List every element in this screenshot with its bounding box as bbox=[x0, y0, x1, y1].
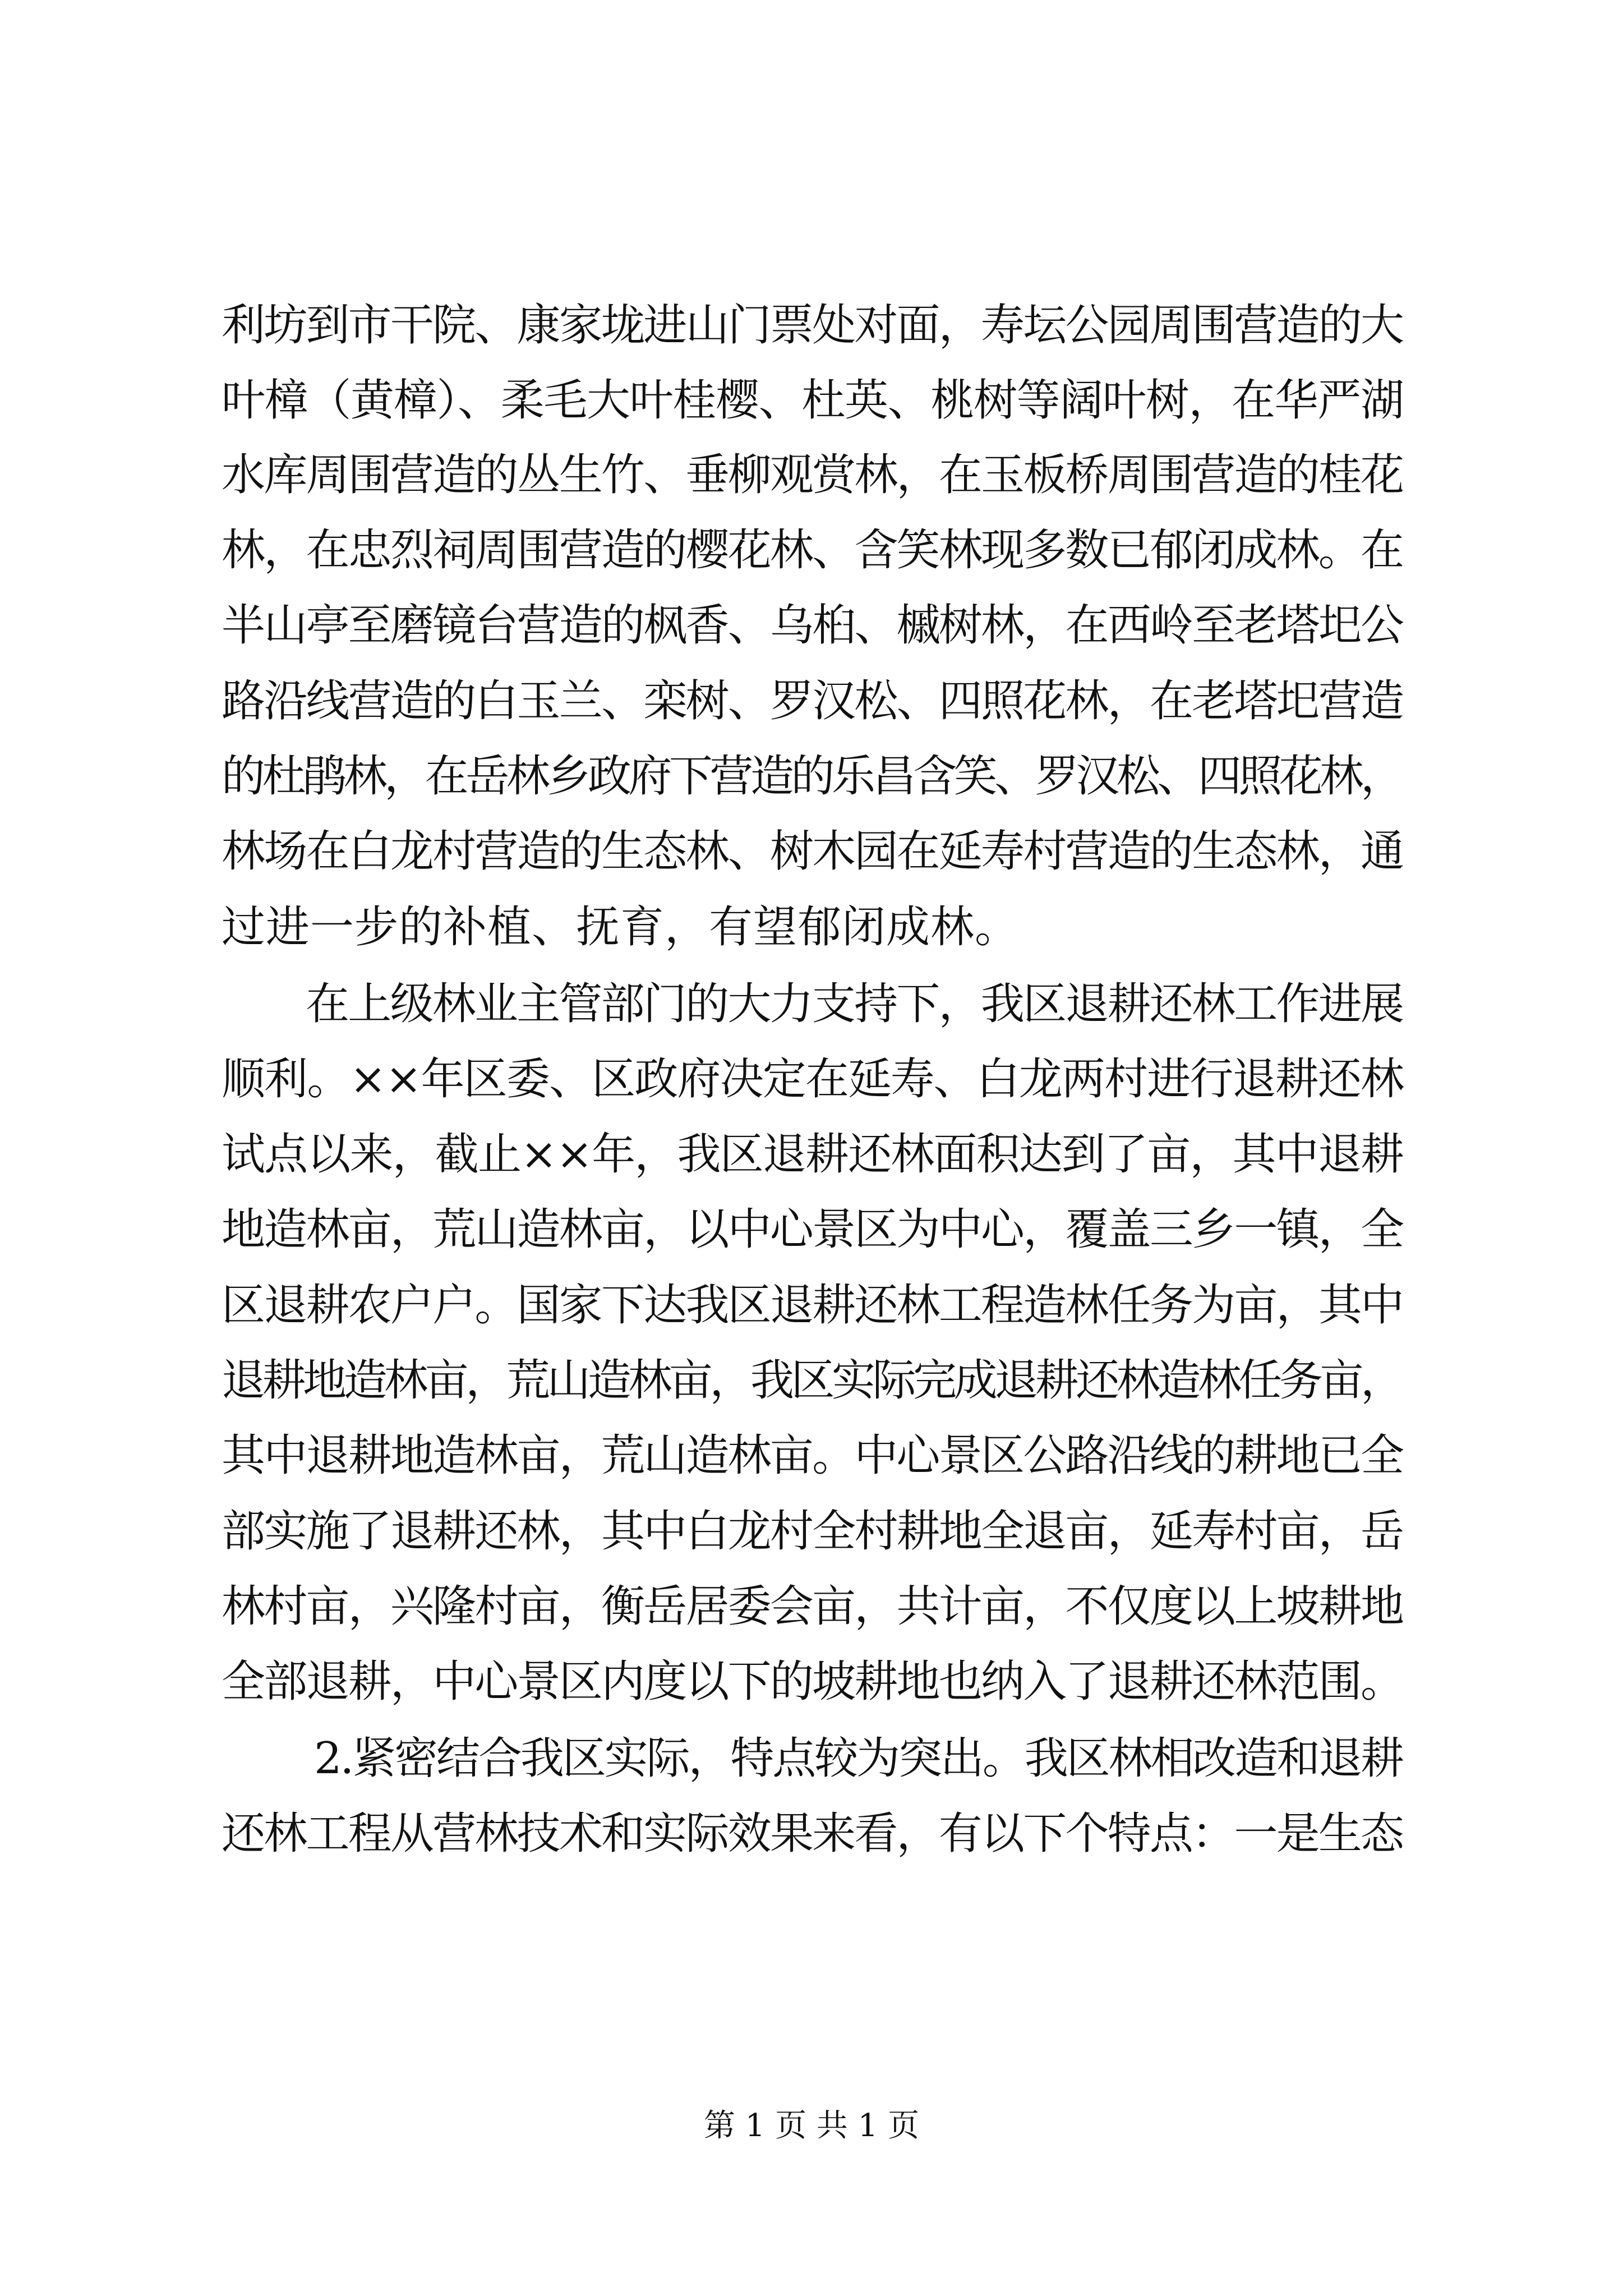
paragraph-2-line-6: 退耕地造林亩，荒山造林亩，我区实际完成退耕还林造林任务亩， bbox=[222, 1355, 1401, 1406]
paragraph-1-line-1: 利坊到市干院、康家垅进山门票处对面，寿坛公园周围营造的大 bbox=[222, 300, 1403, 351]
paragraph-3-line-1: 2.紧密结合我区实际，特点较为突出。我区林相改造和退耕 bbox=[314, 1733, 1403, 1784]
paragraph-1-line-2: 叶樟（黄樟）、柔毛大叶桂樱、杜英、桃树等阔叶树，在华严湖 bbox=[222, 375, 1404, 426]
paragraph-2-line-5: 区退耕农户户。国家下达我区退耕还林工程造林任务为亩，其中 bbox=[222, 1280, 1403, 1331]
paragraph-3-line-2: 还林工程从营林技术和实际效果来看，有以下个特点：一是生态 bbox=[222, 1809, 1403, 1859]
paragraph-1-line-7: 的杜鹃林，在岳林乡政府下营造的乐昌含笑、罗汉松、四照花林， bbox=[222, 751, 1401, 802]
paragraph-1-line-6: 路沿线营造的白玉兰、栾树、罗汉松、四照花林，在老塔圯营造 bbox=[222, 676, 1403, 726]
paragraph-2-line-8: 部实施了退耕还林，其中白龙村全村耕地全退亩，延寿村亩，岳 bbox=[222, 1506, 1403, 1557]
paragraph-2-line-7: 其中退耕地造林亩，荒山造林亩。中心景区公路沿线的耕地已全 bbox=[222, 1430, 1403, 1481]
paragraph-1-line-9: 过进一步的补植、抚育，有望郁闭成林。 bbox=[222, 902, 1020, 953]
paragraph-1-line-8: 林场在白龙村营造的生态林、树木园在延寿村营造的生态林，通 bbox=[222, 826, 1403, 877]
paragraph-1-line-5: 半山亭至磨镜台营造的枫香、乌桕、槭树林，在西岭至老塔圯公 bbox=[222, 600, 1403, 651]
paragraph-1-line-4: 林，在忠烈祠周围营造的樱花林、含笑林现多数已郁闭成林。在 bbox=[222, 525, 1403, 576]
paragraph-2-line-9: 林村亩，兴隆村亩，衡岳居委会亩，共计亩，不仅度以上坡耕地 bbox=[222, 1581, 1403, 1632]
paragraph-2-line-3: 试点以来，截止××年，我区退耕还林面积达到了亩，其中退耕 bbox=[222, 1129, 1404, 1180]
paragraph-2-line-4: 地造林亩，荒山造林亩，以中心景区为中心，覆盖三乡一镇，全 bbox=[222, 1204, 1403, 1255]
paragraph-1-line-3: 水库周围营造的丛生竹、垂柳观赏林，在玉板桥周围营造的桂花 bbox=[222, 450, 1403, 500]
paragraph-2-line-10: 全部退耕，中心景区内度以下的坡耕地也纳入了退耕还林范围。 bbox=[222, 1657, 1403, 1707]
page-footer: 第 1 页 共 1 页 bbox=[703, 2108, 920, 2144]
paragraph-2-line-1: 在上级林业主管部门的大力支持下，我区退耕还林工作进展 bbox=[306, 979, 1403, 1029]
paragraph-2-line-2: 顺利。××年区委、区政府决定在延寿、白龙两村进行退耕还林 bbox=[222, 1054, 1404, 1105]
